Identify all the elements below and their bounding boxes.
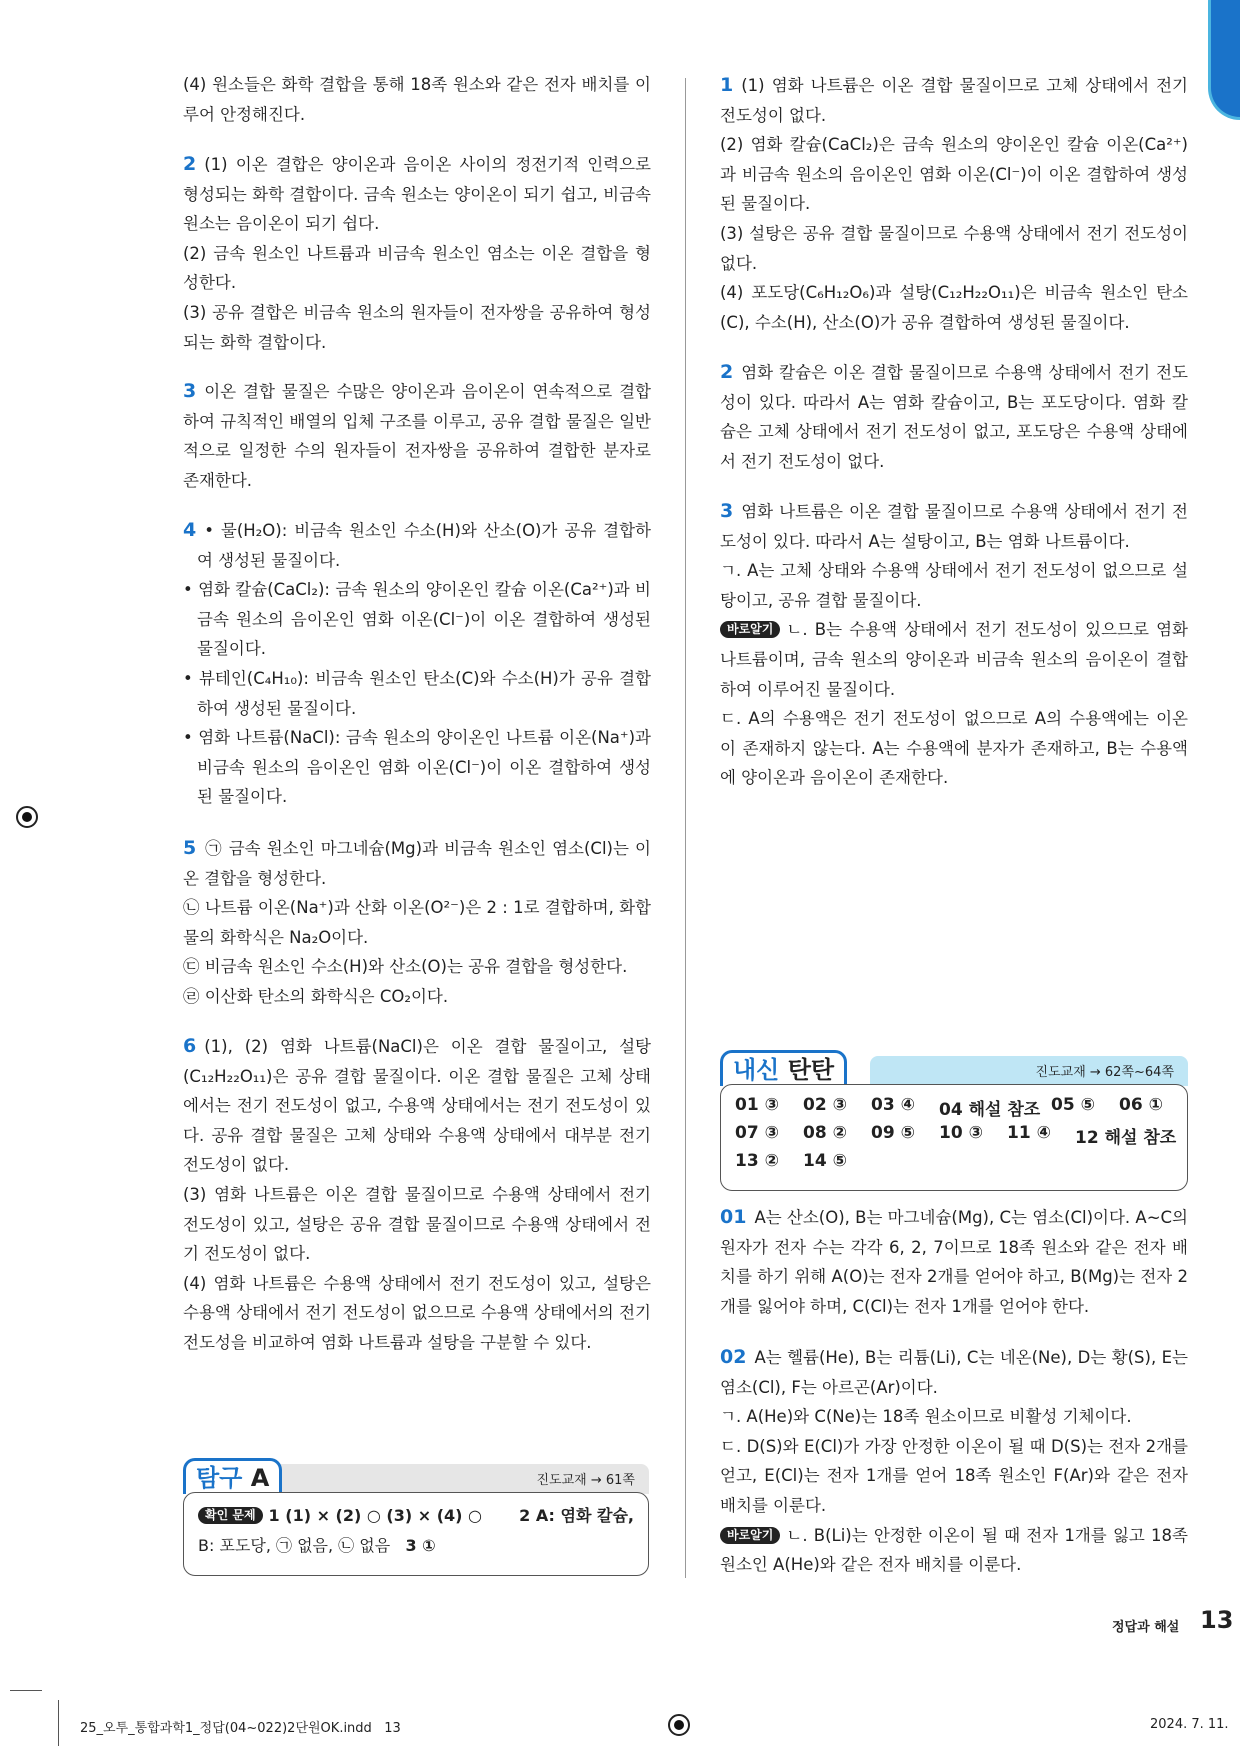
- paragraph: ㉠ 금속 원소인 마그네슘(Mg)과 비금속 원소인 염소(Cl)는 이온 결합을 형성한다.: [183, 839, 651, 888]
- column-divider: [685, 78, 686, 1578]
- answer-line: 3 ①: [405, 1536, 436, 1555]
- answer-line: B: 포도당, ㉠ 없음, ㉡ 없음: [198, 1536, 391, 1555]
- paragraph: (3) 공유 결합은 비금속 원소의 원자들이 전자쌍을 공유하여 형성되는 화학 결합이다.: [183, 302, 651, 352]
- answer-key-item: 01 ③: [735, 1095, 779, 1115]
- answer-key-item: 03 ④: [871, 1095, 915, 1115]
- bullet-item: • 염화 칼슘(CaCl₂): 금속 원소의 양이온인 칼슘 이온(Ca²⁺)과 비금속 원소의 음이온인 염화 이온(Cl⁻)이 이온 결합하여 생성된 물질이다.: [183, 580, 651, 659]
- answer-key-item: 12 해설 참조: [1075, 1128, 1177, 1148]
- paragraph: (3) 설탕은 공유 결합 물질이므로 수용액 상태에서 전기 전도성이 없다.: [720, 223, 1188, 273]
- answer-2: [183, 150, 651, 357]
- question-number: 3: [183, 380, 197, 402]
- paragraph: ㄷ. A의 수용액은 전기 전도성이 없으므로 A의 수용액에는 이온이 존재하지 않는다. A는 수용액에 분자가 존재하고, B는 수용액에 양이온과 음이온이 존재한다.: [720, 709, 1188, 788]
- answer-01: [720, 1203, 1188, 1321]
- question-number: 2: [183, 153, 197, 175]
- paragraph: ㉢ 비금속 원소인 수소(H)와 산소(O)는 공유 결합을 형성한다.: [183, 957, 628, 977]
- tamgu-title: 탐구 A: [183, 1458, 282, 1494]
- answer-key-item: 06 ①: [1119, 1095, 1163, 1115]
- paragraph: (4) 포도당(C₆H₁₂O₆)과 설탕(C₁₂H₂₂O₁₁)은 비금속 원소인 탄소(C), 수소(H), 산소(O)가 공유 결합하여 생성된 물질이다.: [720, 283, 1188, 332]
- answer-3: [183, 377, 651, 495]
- answer-5: [183, 834, 651, 1012]
- paragraph: ㄴ. B는 수용액 상태에서 전기 전도성이 있으므로 염화 나트륨이며, 금속 원소의 양이온과 비금속 원소의 음이온이 결합하여 이루어진 물질이다.: [720, 620, 1188, 699]
- file-name: 25_오투_통합과학1_정답(04~022)2단원OK.indd 13: [80, 1721, 401, 1736]
- answer-3: [720, 497, 1188, 793]
- bullet-item: • 염화 나트륨(NaCl): 금속 원소의 양이온인 나트륨 이온(Na⁺)과 비금속 원소의 음이온인 염화 이온(Cl⁻)이 이온 결합하여 생성된 물질이다.: [183, 728, 651, 807]
- question-number: 02: [720, 1346, 747, 1368]
- paragraph: (2) 금속 원소인 나트륨과 비금속 원소인 염소는 이온 결합을 형성한다.: [183, 243, 651, 293]
- tamgu-a-box: [183, 1458, 649, 1578]
- paragraph: ㄱ. A(He)와 C(Ne)는 18족 원소이므로 비활성 기체이다.: [720, 1407, 1132, 1427]
- answer-key-item: 07 ③: [735, 1123, 779, 1143]
- naesin-title: 내신 탄탄: [720, 1050, 847, 1086]
- question-number: 1: [720, 74, 734, 96]
- naesin-ref-bar: 진도교재 → 62쪽~64쪽: [870, 1056, 1188, 1086]
- paragraph: ㉣ 이산화 탄소의 화학식은 CO₂이다.: [183, 986, 449, 1006]
- paragraph: ㄴ. B(Li)는 안정한 이온이 될 때 전자 1개를 잃고 18족 원소인 A(He)와 같은 전자 배치를 이룬다.: [720, 1525, 1188, 1575]
- question-number: 2: [720, 361, 734, 383]
- naesin-tantan-box: [720, 1050, 1188, 1192]
- registration-mark-icon: [16, 806, 38, 828]
- answer-6: [183, 1032, 651, 1358]
- tamgu-ref-bar: 진도교재 → 61쪽: [273, 1464, 649, 1494]
- bullet-item: • 뷰테인(C₄H₁₀): 비금속 원소인 탄소(C)와 수소(H)가 공유 결합하여 생성된 물질이다.: [183, 668, 651, 718]
- crop-line: [10, 1690, 42, 1691]
- paragraph: • 물(H₂O): 비금속 원소인 수소(H)와 산소(O)가 공유 결합하여 생성된 물질이다.: [197, 521, 651, 570]
- answer-line: 1 (1) × (2) ○ (3) × (4) ○: [268, 1506, 483, 1525]
- paragraph: ㉡ 나트륨 이온(Na⁺)과 산화 이온(O²⁻)은 2 : 1로 결합하며, 화합물의 화학식은 Na₂O이다.: [183, 898, 651, 947]
- question-number: 3: [720, 500, 734, 522]
- answer-2: [720, 358, 1188, 476]
- paragraph: 염화 나트륨은 이온 결합 물질이므로 수용액 상태에서 전기 전도성이 있다. 따라서 A는 설탕이고, B는 염화 나트륨이다.: [720, 502, 1188, 551]
- paragraph: (1) 이온 결합은 양이온과 음이온 사이의 정전기적 인력으로 형성되는 화학 결합이다. 금속 원소는 양이온이 되기 쉽고, 비금속 원소는 음이온이 되기 쉽다.: [183, 155, 651, 234]
- section-label: 정답과 해설: [1112, 1620, 1180, 1635]
- paragraph: 염화 칼슘은 이온 결합 물질이므로 수용액 상태에서 전기 전도성이 있다. 따라서 A는 염화 칼슘이고, B는 포도당이다. 염화 칼슘은 고체 상태에서 전기 전도성이 없고, 포도당은 수용액 상태에서 전기 전도성이 없다.: [720, 363, 1188, 471]
- paragraph: 이온 결합 물질은 수많은 양이온과 음이온이 연속적으로 결합하여 규칙적인 배열의 입체 구조를 이루고, 공유 결합 물질은 일반적으로 일정한 수의 원자들이 전자쌍을 공유하여 결합한 분자로 존재한다.: [183, 382, 651, 490]
- paragraph: A는 산소(O), B는 마그네슘(Mg), C는 염소(Cl)이다. A~C의 원자가 전자 수는 각각 6, 2, 7이므로 18족 원소와 같은 전자 배치를 하기 위해 A(O)는 전자 2개를 얻어야 하고, B(Mg)는 전자 2개를 잃어야 하며, C(Cl)는 전자 1개를 얻어야 한다.: [720, 1208, 1188, 1316]
- chapter-tab-circle: [1208, 0, 1240, 120]
- paragraph: A는 헬륨(He), B는 리튬(Li), C는 네온(Ne), D는 황(S), E는 염소(Cl), F는 아르곤(Ar)이다.: [720, 1348, 1188, 1397]
- page-number: 13: [1200, 1606, 1234, 1634]
- answer-key-item: 05 ⑤: [1051, 1095, 1095, 1115]
- paragraph: (3) 염화 나트륨은 이온 결합 물질이므로 수용액 상태에서 전기 전도성이 있고, 설탕은 공유 결합 물질이므로 수용액 상태에서 전기 전도성이 없다.: [183, 1184, 651, 1264]
- paragraph: (1), (2) 염화 나트륨(NaCl)은 이온 결합 물질이고, 설탕(C₁₂H₂₂O₁₁)은 공유 결합 물질이다. 이온 결합 물질은 고체 상태에서는 전기 전도성이 없고, 수용액 상태에서는 전기 전도성이 있다. 공유 결합 물질은 고체 상태와 수용액 상태에서 대부분 전기 전도성이 없다.: [183, 1037, 651, 1175]
- answer-02: [720, 1343, 1188, 1580]
- crop-line: [58, 1700, 59, 1746]
- paragraph: ㄱ. A는 고체 상태와 수용액 상태에서 전기 전도성이 없으므로 설탕이고, 공유 결합 물질이다.: [720, 561, 1188, 610]
- correction-badge: 바로알기: [720, 1527, 780, 1544]
- correction-badge: 바로알기: [720, 621, 780, 638]
- paragraph: (4) 원소들은 화학 결합을 통해 18족 원소와 같은 전자 배치를 이루어 안정해진다.: [183, 75, 651, 124]
- print-date: 2024. 7. 11.: [1150, 1717, 1229, 1732]
- paragraph: (1) 염화 나트륨은 이온 결합 물질이므로 고체 상태에서 전기 전도성이 없다.: [720, 76, 1188, 125]
- answer-key-item: 08 ②: [803, 1123, 847, 1143]
- answer-1: [720, 71, 1188, 337]
- question-number: 01: [720, 1206, 747, 1228]
- answer-key-item: 13 ②: [735, 1151, 779, 1171]
- paragraph: ㄷ. D(S)와 E(Cl)가 가장 안정한 이온이 될 때 D(S)는 전자 2개를 얻고, E(Cl)는 전자 1개를 얻어 18족 원소인 F(Ar)와 같은 전자 배치를 이룬다.: [720, 1436, 1188, 1515]
- registration-mark-icon: [668, 1714, 690, 1736]
- answer-key-item: 11 ④: [1007, 1123, 1051, 1143]
- answer-key-item: 04 해설 참조: [939, 1100, 1041, 1120]
- question-number: 6: [183, 1035, 197, 1057]
- answer-key-item: 02 ③: [803, 1095, 847, 1115]
- answer-line: 2 A: 염화 칼슘,: [519, 1506, 634, 1525]
- check-problem-badge: 확인 문제: [198, 1507, 263, 1524]
- answer-key-item: 10 ③: [939, 1123, 983, 1143]
- question-number: 5: [183, 837, 197, 859]
- paragraph: (4) 염화 나트륨은 수용액 상태에서 전기 전도성이 있고, 설탕은 수용액 상태에서 전기 전도성이 없으므로 수용액 상태에서의 전기 전도성을 비교하여 염화 나트륨과 설탕을 구분할 수 있다.: [183, 1273, 651, 1352]
- question-number: 4: [183, 519, 197, 541]
- answer-key-item: 14 ⑤: [803, 1151, 847, 1171]
- paragraph: (2) 염화 칼슘(CaCl₂)은 금속 원소의 양이온인 칼슘 이온(Ca²⁺)과 비금속 원소의 음이온인 염화 이온(Cl⁻)이 이온 결합하여 생성된 물질이다.: [720, 135, 1188, 214]
- answer-key-item: 09 ⑤: [871, 1123, 915, 1143]
- answer-4: [183, 516, 651, 812]
